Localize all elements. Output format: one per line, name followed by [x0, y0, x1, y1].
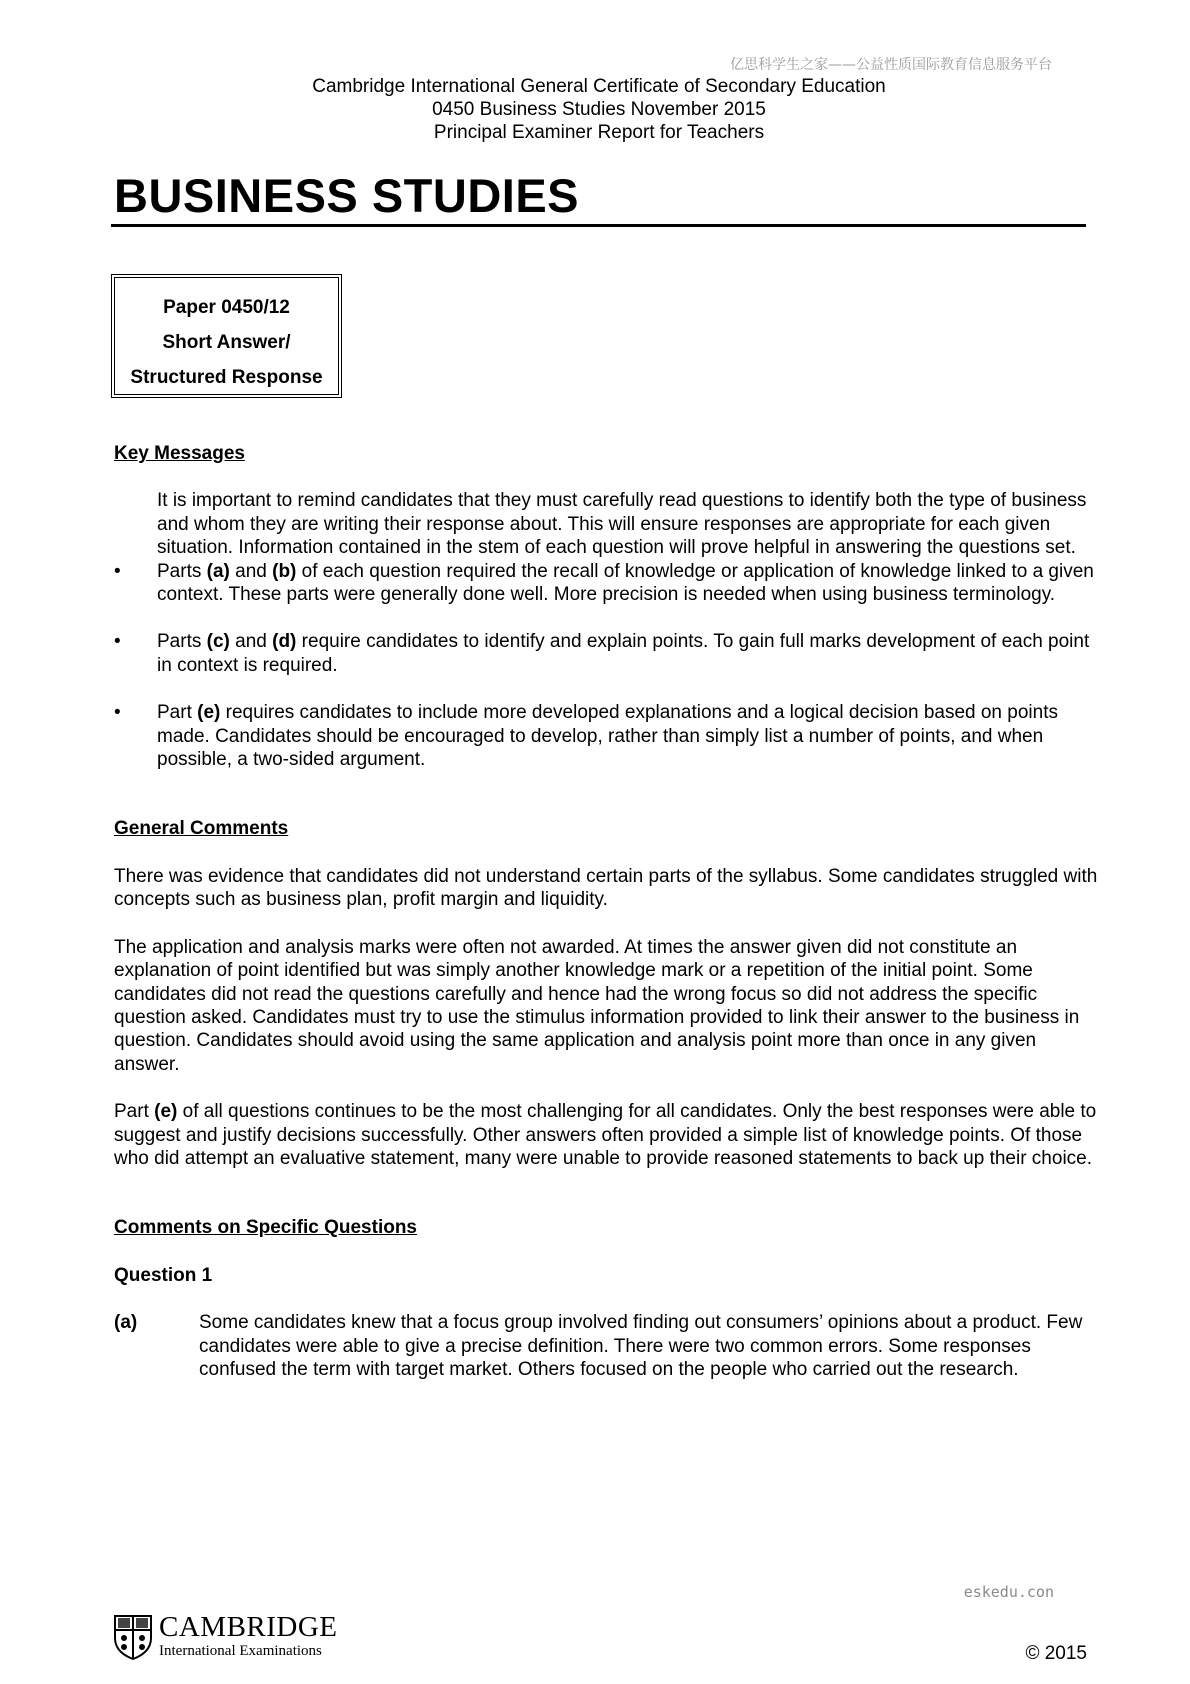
paper-type-line-2: Structured Response — [130, 367, 323, 388]
specific-questions-heading: Comments on Specific Questions — [114, 1217, 417, 1239]
key-messages-intro: It is important to remind candidates that they must carefully read questions to identify both the type of business and whom they are writing their response about. This will ensure responses are appropriate for each given situation. Information contained in the stem of each question will prove helpful in answering the questions set. — [157, 490, 1087, 559]
general-comments-heading: General Comments — [114, 818, 289, 840]
question-part-text: Some candidates knew that a focus group involved finding out consumers’ opinions about a product. Few candidates were able to give a precise definition. There were two common errors. Some responses confused the term with target market. Others focused on the people who carried out the research. — [199, 1312, 1083, 1380]
key-messages-heading: Key Messages — [114, 443, 245, 464]
page-title: BUSINESS STUDIES — [114, 169, 580, 222]
title-divider — [111, 224, 1086, 227]
general-comments-paragraph-1: There was evidence that candidates did not understand certain parts of the syllabus. Some candidates struggled with concepts such as business plan, profit margin and liquidity. — [114, 865, 1098, 911]
report-body — [114, 442, 1104, 1381]
logo-wordmark: CAMBRIDGE — [159, 1611, 338, 1643]
watermark-bottom: eskedu.con — [963, 1583, 1054, 1601]
header-line-3: Principal Examiner Report for Teachers — [433, 122, 765, 143]
question-1a — [114, 1311, 1104, 1381]
key-message-bullet-3: • Part (e) requires candidates to include more developed explanations and a logical decision based on points made. Candidates should be encouraged to develop, rather than simply list a number of points, and when possible, a two-sided argument. — [114, 702, 1058, 771]
report-header — [0, 75, 1190, 144]
general-comments-paragraph-2: The application and analysis marks were often not awarded. At times the answer given did not constitute an explanation of point identified but was simply another knowledge mark or a repetition of the initial point. Some candidates did not read the questions carefully and hence had the wrong focus so did not address the specific question asked. Candidates must try to use the stimulus information provided to link their answer to the business in question. Candidates should avoid using the same application and analysis point more than once in any given answer. — [114, 936, 1080, 1075]
question-1-title: Question 1 — [114, 1264, 213, 1286]
question-part-label: (a) — [114, 1312, 138, 1334]
bullet-icon: • — [114, 631, 121, 653]
general-comments-paragraph-3: Part (e) of all questions continues to be the most challenging for all candidates. Only the best responses were able to suggest and justify decisions successfully. Other answers often provided a simple list of knowledge points. Of those who did attempt an evaluative statement, many were unable to provide reasoned statements to back up their choice. — [114, 1101, 1097, 1169]
paper-type-line-1: Short Answer/ — [162, 332, 291, 353]
bullet-icon: • — [114, 702, 121, 724]
header-line-1: Cambridge International General Certificate of Secondary Education — [312, 76, 886, 97]
key-message-bullet-2: • Parts (c) and (d) require candidates to identify and explain points. To gain full marks development of each point in context is required. — [114, 631, 1090, 676]
key-message-bullet-1: • Parts (a) and (b) of each question required the recall of knowledge or application of knowledge linked to a given context. These parts were generally done well. More precision is needed when using business terminology. — [114, 560, 1094, 606]
watermark-top: 亿思科学生之家——公益性质国际教育信息服务平台 — [730, 57, 1052, 73]
copyright: © 2015 — [1025, 1643, 1087, 1664]
paper-info-box — [111, 274, 342, 398]
header-line-2: 0450 Business Studies November 2015 — [432, 99, 766, 120]
logo-subtitle: International Examinations — [159, 1643, 322, 1659]
paper-number: Paper 0450/12 — [163, 297, 290, 318]
bullet-icon: • — [114, 560, 121, 582]
